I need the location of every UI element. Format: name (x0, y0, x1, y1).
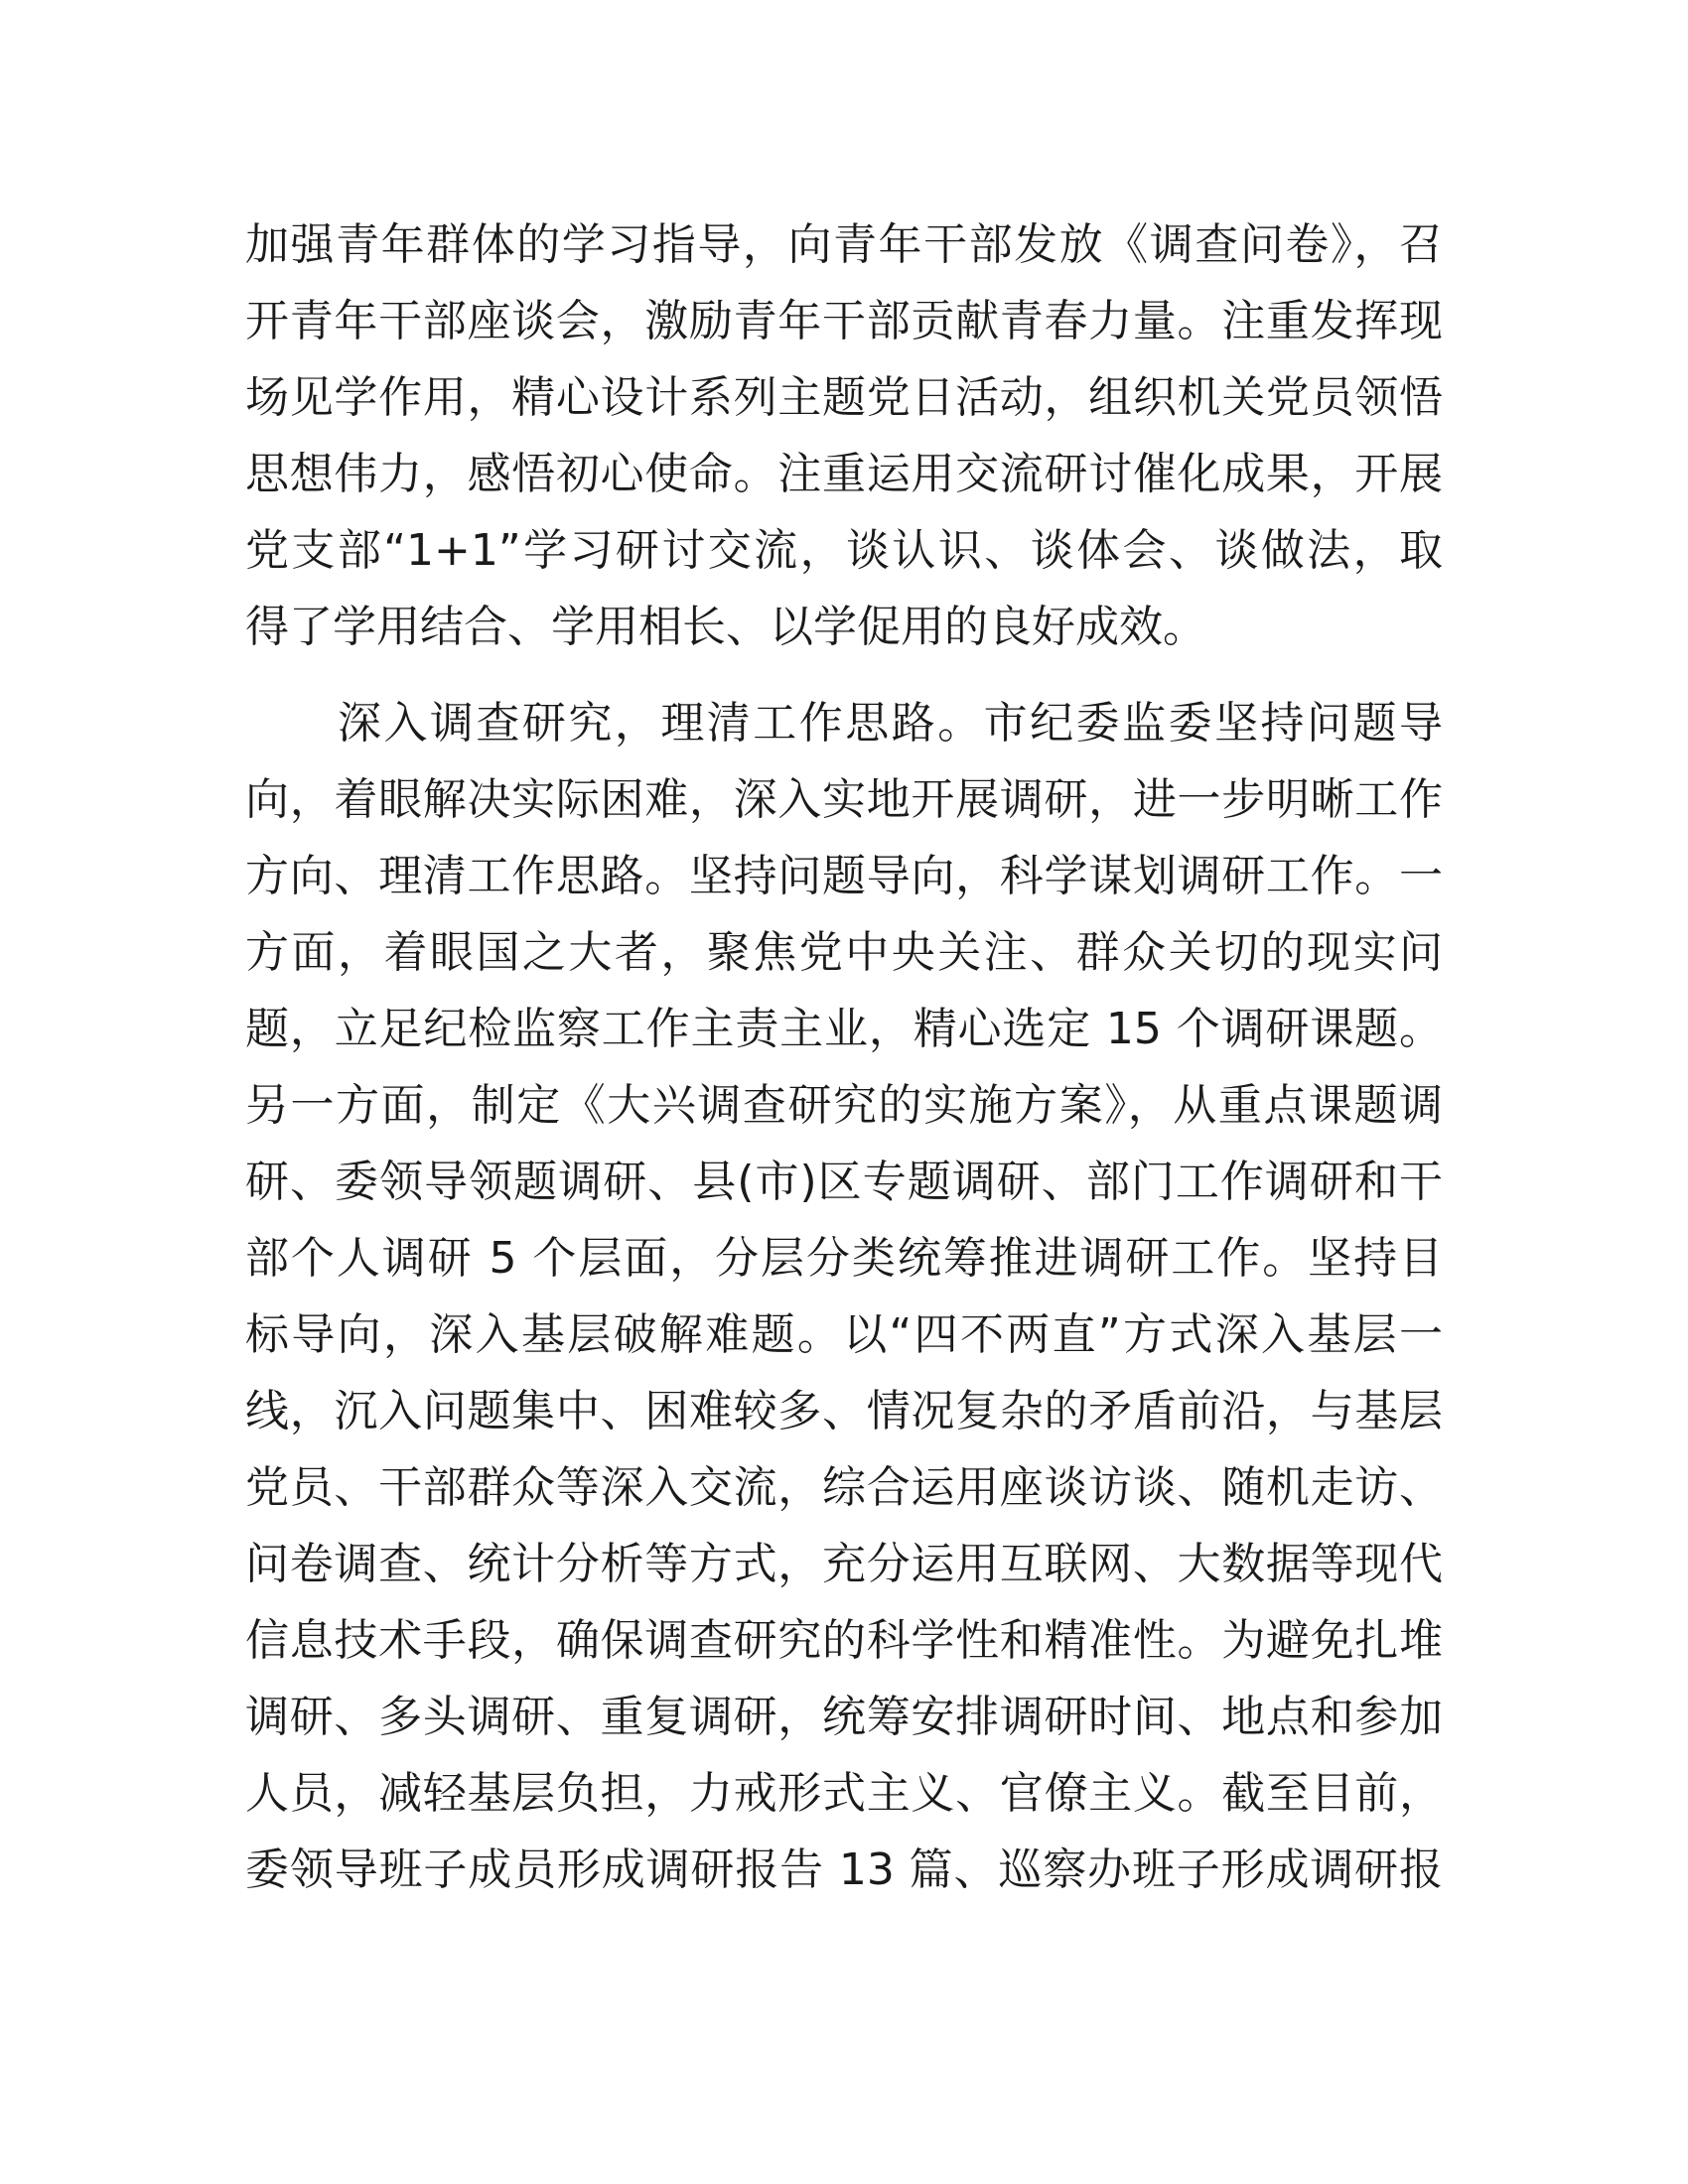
paragraph-line: 开青年干部座谈会，激励青年干部贡献青春力量。注重发挥现 (245, 296, 1443, 346)
paragraph-line: 部个人调研 5 个层面，分层分类统筹推进调研工作。坚持目 (245, 1233, 1443, 1284)
paragraph-line: 调研、多头调研、重复调研，统筹安排调研时间、地点和参加 (245, 1692, 1443, 1742)
paragraph-2 (245, 685, 1443, 1908)
paragraph-line: 信息技术手段，确保调查研究的科学性和精准性。为避免扎堆 (245, 1615, 1443, 1666)
paragraph-line: 另一方面，制定《大兴调查研究的实施方案》，从重点课题调 (245, 1080, 1443, 1131)
paragraph-line: 标导向，深入基层破解难题。以“四不两直”方式深入基层一 (245, 1309, 1443, 1360)
paragraph-1 (245, 206, 1443, 665)
paragraph-line: 方面，着眼国之大者，聚焦党中央关注、群众关切的现实问 (245, 927, 1443, 978)
paragraph-line: 向，着眼解决实际困难，深入实地开展调研，进一步明晰工作 (245, 774, 1443, 825)
paragraph-line: 问卷调查、统计分析等方式，充分运用互联网、大数据等现代 (245, 1539, 1443, 1589)
paragraph-line: 加强青年群体的学习指导，向青年干部发放《调查问卷》，召 (245, 219, 1443, 270)
paragraph-line: 深入调查研究，理清工作思路。市纪委监委坚持问题导 (245, 698, 1443, 749)
paragraph-line: 研、委领导领题调研、县(市)区专题调研、部门工作调研和干 (245, 1157, 1443, 1207)
paragraph-line: 得了学用结合、学用相长、以学促用的良好成效。 (245, 602, 1206, 652)
paragraph-line: 党员、干部群众等深入交流，综合运用座谈访谈、随机走访、 (245, 1462, 1443, 1513)
paragraph-line: 题，立足纪检监察工作主责主业，精心选定 15 个调研课题。 (245, 1004, 1443, 1054)
paragraph-line: 委领导班子成员形成调研报告 13 篇、巡察办班子形成调研报 (245, 1844, 1443, 1895)
paragraph-line: 党支部“1+1”学习研讨交流，谈认识、谈体会、谈做法，取 (245, 525, 1443, 576)
paragraph-line: 思想伟力，感悟初心使命。注重运用交流研讨催化成果，开展 (245, 449, 1443, 499)
paragraph-line: 方向、理清工作思路。坚持问题导向，科学谋划调研工作。一 (245, 851, 1443, 901)
paragraph-line: 人员，减轻基层负担，力戒形式主义、官僚主义。截至目前， (245, 1768, 1443, 1819)
paragraph-line: 线，沉入问题集中、困难较多、情况复杂的矛盾前沿，与基层 (245, 1386, 1443, 1436)
paragraph-line: 场见学作用，精心设计系列主题党日活动，组织机关党员领悟 (245, 372, 1443, 423)
